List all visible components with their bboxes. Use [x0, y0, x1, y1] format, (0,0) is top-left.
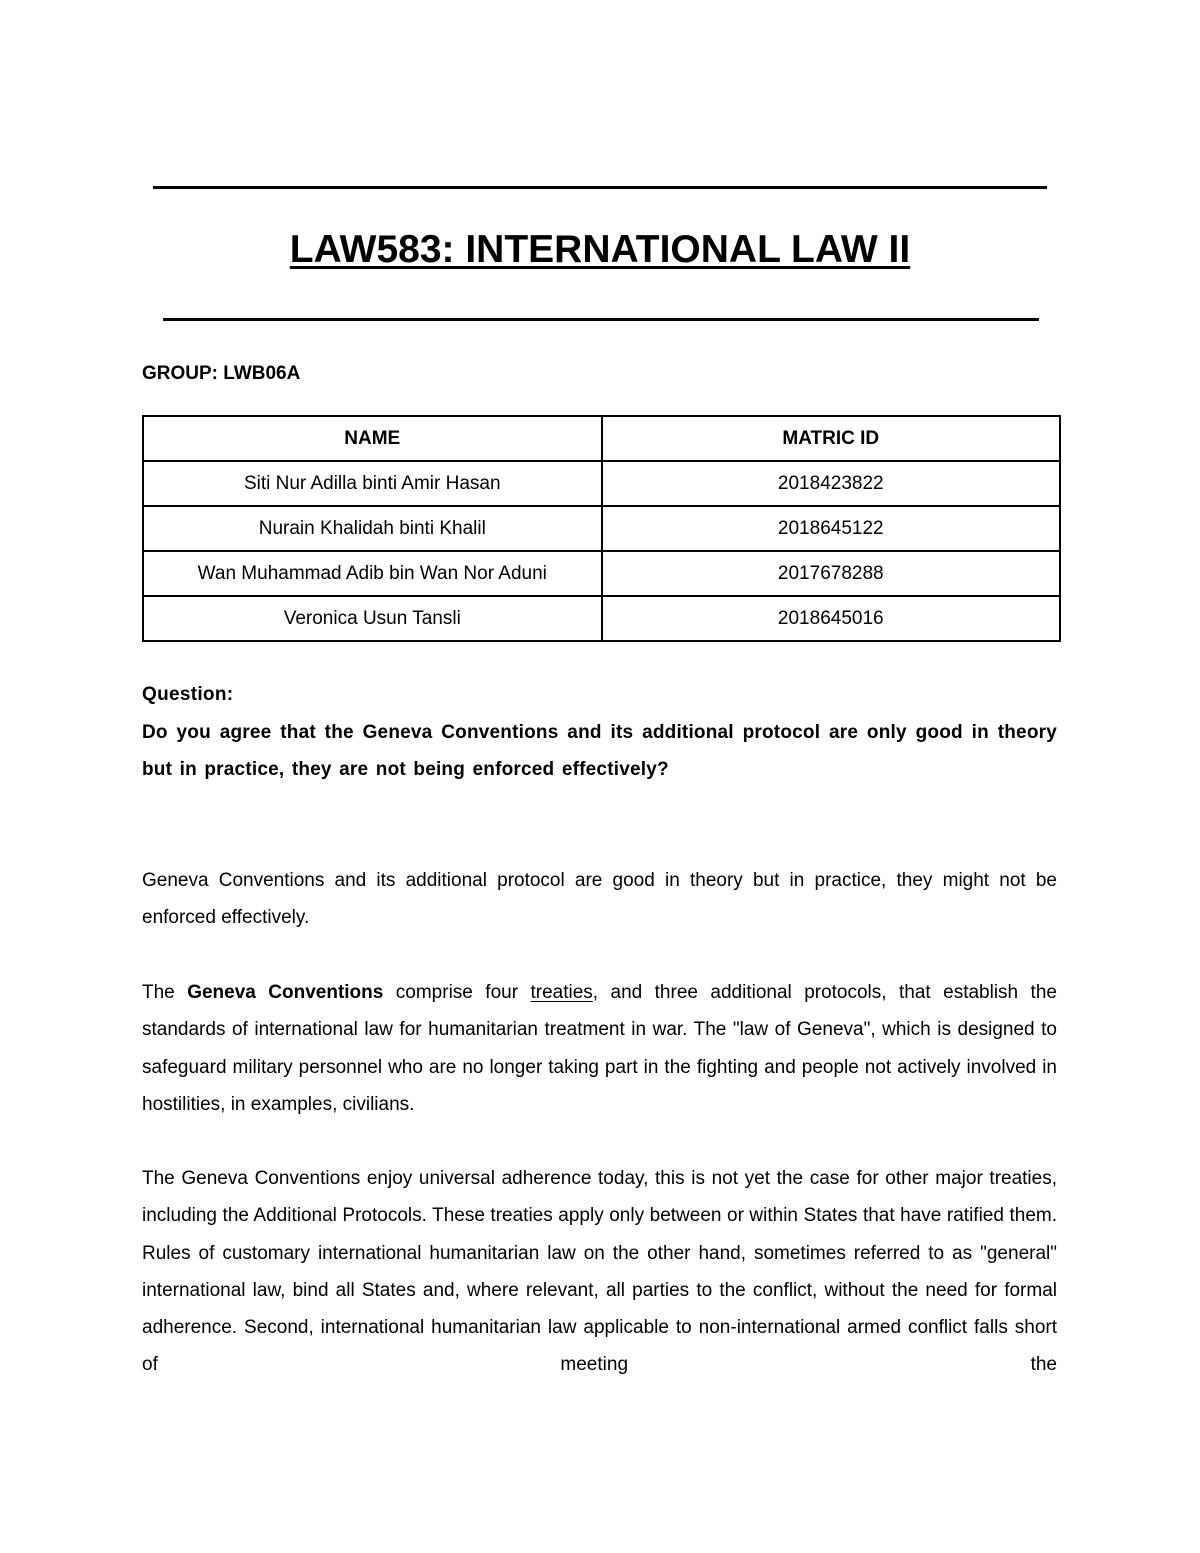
paragraph-2-rest: , and three additional protocols, that establish the standards of international law for humanitarian treatment in war. The "law of Geneva", which is designed to safeguard military personnel who are no longer taking part in the fighting and people not actively involved in hostilities, in examples, civilians.	[142, 982, 1057, 1115]
table-row	[143, 461, 1060, 506]
matric-id-column-header: MATRIC ID	[602, 416, 1060, 461]
member-matric-id: 2017678288	[602, 551, 1060, 596]
member-name: Wan Muhammad Adib bin Wan Nor Aduni	[143, 551, 602, 596]
answer-paragraph-3: The Geneva Conventions enjoy universal adherence today, this is not yet the case for other major treaties, including the Additional Protocols. These treaties apply only between or within States that have ratified them. Rules of customary international humanitarian law on the other hand, sometimes referred to as "general" international law, bind all States and, where relevant, all parties to the conflict, without the need for formal adherence. Second, international humanitarian law applicable to non-international armed conflict falls short of meeting the	[142, 1168, 1057, 1376]
answer-paragraph-2	[142, 974, 1057, 1123]
document-title: LAW583: INTERNATIONAL LAW II	[289, 228, 911, 271]
name-column-header: NAME	[143, 416, 602, 461]
answer-paragraph-1: Geneva Conventions and its additional protocol are good in theory but in practice, they might not be enforced effectively.	[142, 870, 1057, 929]
member-name: Siti Nur Adilla binti Amir Hasan	[143, 461, 602, 506]
question-label: Question:	[142, 684, 234, 705]
geneva-conventions-bold-term: Geneva Conventions	[187, 982, 384, 1003]
paragraph-2-lead: The	[142, 982, 188, 1003]
table-header-row	[143, 416, 1060, 461]
title-underscore-rule	[163, 318, 1039, 321]
group-label: GROUP: LWB06A	[142, 363, 301, 384]
members-table	[142, 415, 1061, 642]
member-name: Nurain Khalidah binti Khalil	[143, 506, 602, 551]
paragraph-2-mid: comprise four	[383, 982, 531, 1003]
top-rule	[153, 186, 1047, 189]
member-matric-id: 2018645016	[602, 596, 1060, 641]
member-matric-id: 2018645122	[602, 506, 1060, 551]
treaties-link[interactable]: treaties	[530, 982, 593, 1003]
member-matric-id: 2018423822	[602, 461, 1060, 506]
question-text: Do you agree that the Geneva Conventions and its additional protocol are only good in theory but in practice, they are not being enforced effectively?	[142, 722, 1057, 781]
table-row	[143, 506, 1060, 551]
table-row	[143, 551, 1060, 596]
member-name: Veronica Usun Tansli	[143, 596, 602, 641]
table-row	[143, 596, 1060, 641]
